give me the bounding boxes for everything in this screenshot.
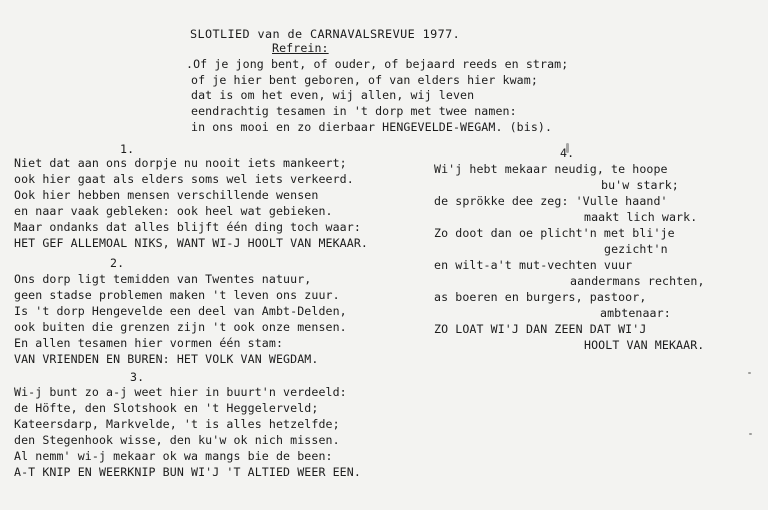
verse-line: Al nemm' wi-j mekaar ok wa mangs bie de been: <box>14 449 333 463</box>
verse-line: bu'w stark; <box>601 178 679 192</box>
verse-line: HOOLT VAN MEKAAR. <box>584 338 705 352</box>
verse-line: Niet dat aan ons dorpje nu nooit iets mankeert; <box>14 156 347 170</box>
verse-line: HET GEF ALLEMOAL NIKS, WANT WI-J HOOLT VAN MEKAAR. <box>14 236 369 250</box>
verse-line: den Stegenhook wisse, den ku'w ok nich missen. <box>14 433 340 447</box>
verse-line: Ook hier hebben mensen verschillende wensen <box>14 188 319 202</box>
verse-line: maakt lich wark. <box>584 210 698 224</box>
refrein-line: dat is om het even, wij allen, wij leven <box>191 88 475 102</box>
verse-line: en naar vaak gebleken: ook heel wat gebieken. <box>14 204 333 218</box>
refrein-line: in ons mooi en zo dierbaar HENGEVELDE-WEGAM. (bis). <box>191 120 553 134</box>
verse-line: ook buiten die grenzen zijn 't ook onze mensen. <box>14 320 347 334</box>
verse-line: ook hier gaat als elders soms wel iets verkeerd. <box>14 172 354 186</box>
verse-line: Zo doot dan oe plicht'n met bli'je <box>434 226 675 240</box>
refrein-line: eendrachtig tesamen in 't dorp met twee namen: <box>191 104 517 118</box>
verse-line: Ons dorp ligt temidden van Twentes natuur, <box>14 272 312 286</box>
refrein-line: .Of je jong bent, of ouder, of bejaard reeds en stram; <box>186 57 569 71</box>
ink-smudge <box>748 372 751 374</box>
verse-line: de sprökke dee zeg: 'Vulle haand' <box>434 194 668 208</box>
verse-line: Wi-j bunt zo a-j weet hier in buurt'n verdeeld: <box>14 385 347 399</box>
verse-line: aandermans rechten, <box>570 274 705 288</box>
verse-line: de Höfte, den Slotshook en 't Heggelerveld; <box>14 401 319 415</box>
verse-number: 2. <box>110 256 125 270</box>
refrein-line: of je hier bent geboren, of van elders hier kwam; <box>191 73 538 87</box>
verse-line: A-T KNIP EN WEERKNIP BUN WI'J 'T ALTIED WEER EEN. <box>14 465 361 479</box>
ink-smudge <box>566 143 569 153</box>
verse-line: geen stadse problemen maken 't leven ons zuur. <box>14 288 340 302</box>
verse-number: 1. <box>120 142 135 156</box>
song-title: SLOTLIED van de CARNAVALSREVUE 1977. <box>190 27 461 41</box>
verse-line: En allen tesamen hier vormen één stam: <box>14 336 284 350</box>
verse-line: Wi'j hebt mekaar neudig, te hoope <box>434 162 668 176</box>
verse-line: Kateersdarp, Markvelde, 't is alles hetzelfde; <box>14 417 340 431</box>
verse-line: VAN VRIENDEN EN BUREN: HET VOLK VAN WEGDAM. <box>14 352 319 366</box>
verse-line: gezicht'n <box>604 242 668 256</box>
verse-number: 4. <box>560 146 575 160</box>
verse-line: Is 't dorp Hengevelde een deel van Ambt-Delden, <box>14 304 347 318</box>
verse-line: as boeren en burgers, pastoor, <box>434 290 647 304</box>
verse-line: ambtenaar: <box>600 306 671 320</box>
ink-smudge <box>749 433 752 435</box>
verse-line: Maar ondanks dat alles blijft één ding toch waar: <box>14 220 361 234</box>
verse-line: ZO LOAT WI'J DAN ZEEN DAT WI'J <box>434 322 647 336</box>
verse-line: en wilt-a't mut-vechten vuur <box>434 258 633 272</box>
refrein-label: Refrein: <box>272 41 329 55</box>
verse-number: 3. <box>130 370 145 384</box>
